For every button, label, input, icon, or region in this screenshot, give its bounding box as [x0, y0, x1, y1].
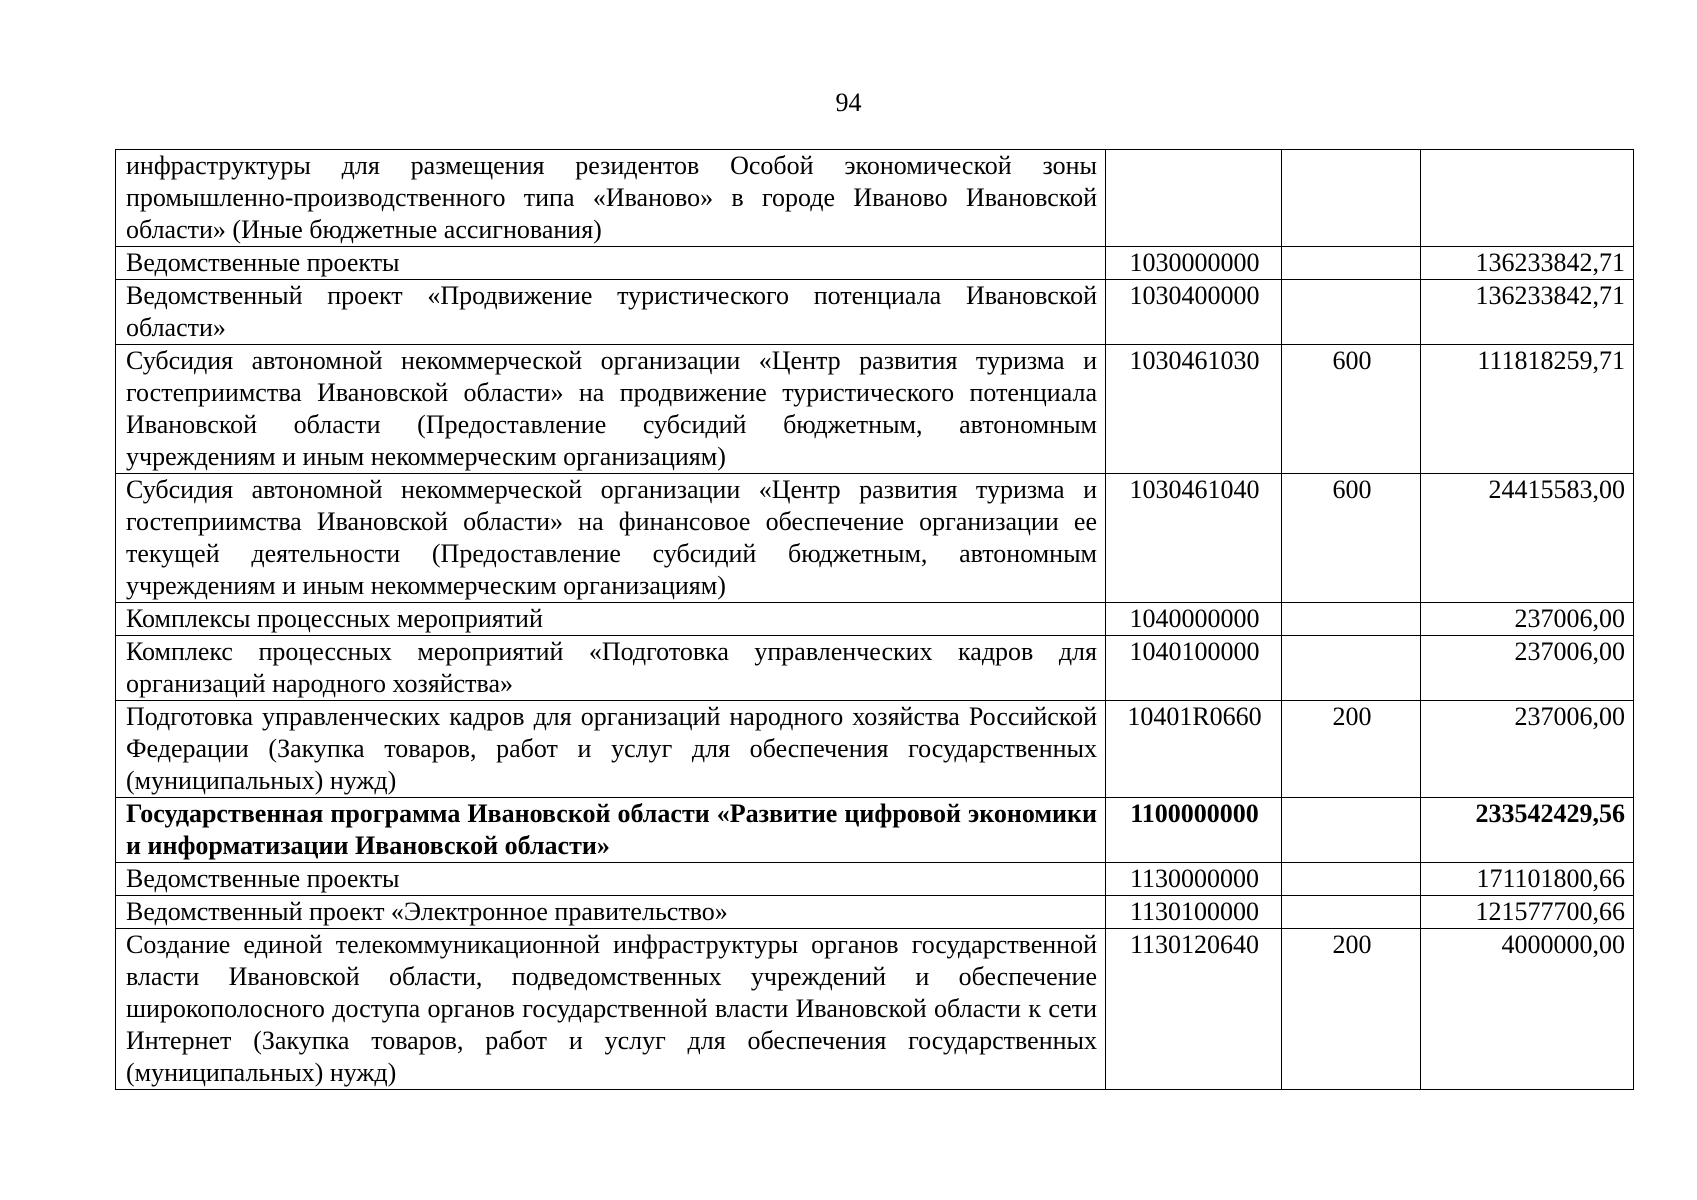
- target-code-cell: 1040100000: [1106, 636, 1282, 701]
- amount-cell: 237006,00: [1421, 636, 1634, 701]
- expense-type-cell: 600: [1282, 474, 1421, 603]
- item-name-cell: Комплексы процессных мероприятий: [116, 603, 1106, 636]
- amount-cell: 24415583,00: [1421, 474, 1634, 603]
- expense-type-cell: [1282, 896, 1421, 929]
- item-name-cell: Подготовка управленческих кадров для организаций народного хозяйства Российской Федерации (Закупка товаров, работ и услуг для обеспечения государственных (муниципальных) нужд): [116, 701, 1106, 798]
- amount-cell: 4000000,00: [1421, 929, 1634, 1090]
- page-number: 94: [835, 88, 862, 117]
- expense-type-cell: 200: [1282, 701, 1421, 798]
- expense-type-cell: [1282, 863, 1421, 896]
- expense-type-cell: 600: [1282, 345, 1421, 474]
- table-row-program-total: [116, 798, 1634, 863]
- table-row: [116, 701, 1634, 798]
- item-name-cell: Создание единой телекоммуникационной инфраструктуры органов государственной власти Ивановской области, подведомственных учреждений и обеспечение широкополосного доступа органов государственной власти Ивановской области к сети Интернет (Закупка товаров, работ и услуг для обеспечения государственных (муниципальных) нужд): [116, 929, 1106, 1090]
- amount-cell: 136233842,71: [1421, 247, 1634, 280]
- expense-type-cell: [1282, 280, 1421, 345]
- target-code-cell: 1130120640: [1106, 929, 1282, 1090]
- table-row: [116, 863, 1634, 896]
- target-code-cell: 1030400000: [1106, 280, 1282, 345]
- target-code-cell: 1040000000: [1106, 603, 1282, 636]
- expense-type-cell: [1282, 247, 1421, 280]
- target-code-cell: 1030461040: [1106, 474, 1282, 603]
- expense-type-cell: 200: [1282, 929, 1421, 1090]
- item-name-cell: Ведомственные проекты: [116, 247, 1106, 280]
- table-row: [116, 896, 1634, 929]
- amount-cell: 237006,00: [1421, 701, 1634, 798]
- amount-cell: 171101800,66: [1421, 863, 1634, 896]
- amount-cell: 233542429,56: [1421, 798, 1634, 863]
- amount-cell: 237006,00: [1421, 603, 1634, 636]
- table-row: [116, 280, 1634, 345]
- expense-type-cell: [1282, 150, 1421, 247]
- budget-table: [115, 149, 1634, 1090]
- table-row: [116, 150, 1634, 247]
- amount-cell: 121577700,66: [1421, 896, 1634, 929]
- table-row: [116, 474, 1634, 603]
- amount-cell: 136233842,71: [1421, 280, 1634, 345]
- amount-cell: 111818259,71: [1421, 345, 1634, 474]
- table-row: [116, 636, 1634, 701]
- expense-type-cell: [1282, 603, 1421, 636]
- expense-type-cell: [1282, 636, 1421, 701]
- item-name-cell: Комплекс процессных мероприятий «Подготовка управленческих кадров для организаций народного хозяйства»: [116, 636, 1106, 701]
- item-name-cell: Государственная программа Ивановской области «Развитие цифровой экономики и информатизации Ивановской области»: [116, 798, 1106, 863]
- item-name-cell: Субсидия автономной некоммерческой организации «Центр развития туризма и гостеприимства Ивановской области» на финансовое обеспечение организации ее текущей деятельности (Предоставление субсидий бюджетным, автономным учреждениям и иным некоммерческим организациям): [116, 474, 1106, 603]
- target-code-cell: 1030461030: [1106, 345, 1282, 474]
- target-code-cell: 10401R0660: [1106, 701, 1282, 798]
- table-row: [116, 603, 1634, 636]
- expense-type-cell: [1282, 798, 1421, 863]
- table-row: [116, 929, 1634, 1090]
- target-code-cell: 1030000000: [1106, 247, 1282, 280]
- target-code-cell: [1106, 150, 1282, 247]
- table-row: [116, 247, 1634, 280]
- amount-cell: [1421, 150, 1634, 247]
- item-name-cell: Субсидия автономной некоммерческой организации «Центр развития туризма и гостеприимства Ивановской области» на продвижение туристического потенциала Ивановской области (Предоставление субсидий бюджетным, автономным учреждениям и иным некоммерческим организациям): [116, 345, 1106, 474]
- target-code-cell: 1130000000: [1106, 863, 1282, 896]
- item-name-cell: Ведомственные проекты: [116, 863, 1106, 896]
- target-code-cell: 1130100000: [1106, 896, 1282, 929]
- item-name-cell: инфраструктуры для размещения резидентов Особой экономической зоны промышленно-производственного типа «Иваново» в городе Иваново Ивановской области» (Иные бюджетные ассигнования): [116, 150, 1106, 247]
- item-name-cell: Ведомственный проект «Электронное правительство»: [116, 896, 1106, 929]
- target-code-cell: 1100000000: [1106, 798, 1282, 863]
- item-name-cell: Ведомственный проект «Продвижение туристического потенциала Ивановской области»: [116, 280, 1106, 345]
- table-row: [116, 345, 1634, 474]
